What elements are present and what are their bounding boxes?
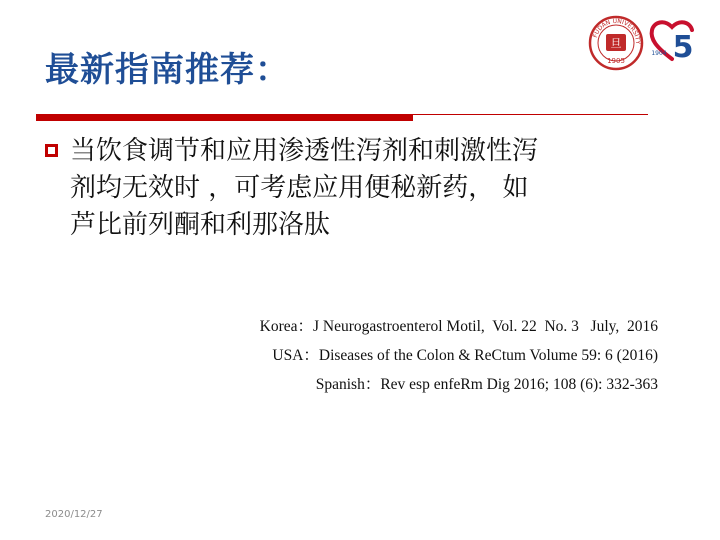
references-block bbox=[260, 312, 658, 399]
title-underline-thick bbox=[36, 114, 413, 121]
slide-title: 最新指南推荐： bbox=[45, 50, 290, 90]
bullet-paragraph bbox=[70, 133, 660, 244]
svg-text:5: 5 bbox=[672, 30, 694, 65]
bullet-line: 剂均无效时 ，可考虑应用便秘新药， 如 bbox=[70, 173, 529, 203]
reference-usa: USA：Diseases of the Colon & ReCtum Volume 59: 6 (2016) bbox=[272, 347, 658, 364]
svg-text:1905: 1905 bbox=[607, 57, 625, 65]
svg-text:FUDAN UNIVERSITY: FUDAN UNIVERSITY bbox=[591, 17, 642, 45]
bullet-line: 芦比前列酮和利那洛肽 bbox=[70, 210, 331, 240]
square-bullet-icon bbox=[45, 144, 58, 157]
svg-text:1904: 1904 bbox=[651, 50, 667, 57]
svg-text:旦: 旦 bbox=[610, 37, 622, 50]
anniversary-heart-logo bbox=[648, 15, 696, 65]
university-seal-logo bbox=[588, 15, 644, 71]
bullet-line: 当饮食调节和应用渗透性泻剂和刺激性泻 bbox=[70, 136, 539, 166]
slide-date: 2020/12/27 bbox=[45, 509, 103, 520]
reference-korea: Korea：J Neurogastroenterol Motil, Vol. 22 No. 3 July, 2016 bbox=[259, 318, 658, 335]
reference-spanish: Spanish：Rev esp enfeRm Dig 2016; 108 (6): 332-363 bbox=[315, 376, 658, 393]
